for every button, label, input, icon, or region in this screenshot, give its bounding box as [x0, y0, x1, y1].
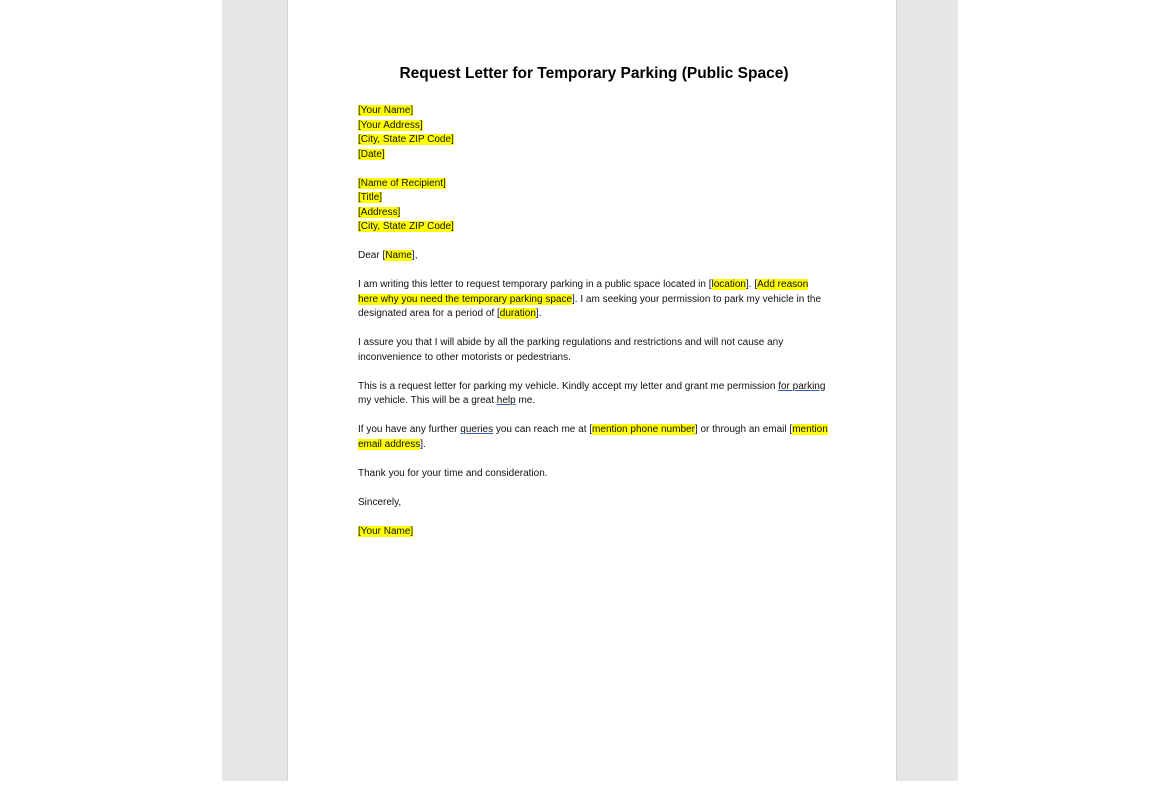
- salutation-name: Name: [385, 250, 412, 261]
- recipient-block: [358, 177, 830, 235]
- recipient-title: [Title]: [358, 192, 383, 203]
- recipient-name: [Name of Recipient]: [358, 177, 446, 189]
- grammar-flag-for-parking[interactable]: for parking: [778, 380, 826, 392]
- paragraph-request: I am writing this letter to request temporary parking in a public space located in [location]. [Add reason here why you need the temporary parking space]. I am seeking your permission to park my vehicle in the designated area for a period of [duration].: [358, 279, 822, 319]
- grammar-flag-help[interactable]: help: [496, 395, 516, 406]
- email-placeholder: mention email address: [358, 424, 828, 450]
- duration-placeholder: duration: [499, 308, 536, 319]
- paragraph-assurance: I assure you that I will abide by all the parking regulations and restrictions and will not cause any inconvenience to other motorists or pedestrians.: [358, 337, 784, 363]
- sender-address: [Your Address]: [358, 119, 423, 131]
- sender-city: [City, State ZIP Code]: [358, 134, 454, 145]
- signature-name: [Your Name]: [358, 525, 414, 537]
- recipient-city: [City, State ZIP Code]: [358, 221, 454, 232]
- document-page: [287, 0, 897, 781]
- reason-placeholder: Add reason here why you need the temporary parking space: [358, 279, 809, 305]
- page-title: Request Letter for Temporary Parking (Public Space): [399, 65, 789, 82]
- sender-date: [Date]: [358, 148, 385, 160]
- signature: [358, 525, 830, 540]
- sender-name: [Your Name]: [358, 105, 414, 116]
- grammar-flag-queries[interactable]: queries: [460, 424, 494, 435]
- phone-placeholder: mention phone number: [592, 424, 695, 435]
- thanks-line: Thank you for your time and consideration.: [358, 467, 548, 479]
- salutation: Dear [Name],: [358, 250, 418, 261]
- letter-content: [358, 64, 830, 539]
- recipient-address: [Address]: [358, 206, 401, 218]
- location-placeholder: location: [711, 279, 746, 290]
- sender-block: [358, 104, 830, 162]
- paragraph-permission: This is a request letter for parking my vehicle. Kindly accept my letter and grant me permission for parking my vehicle. This will be a great help me.: [358, 380, 826, 406]
- closing-line: Sincerely,: [358, 496, 402, 508]
- paragraph-contact: If you have any further queries you can reach me at [mention phone number] or through an email [mention email address].: [358, 424, 828, 450]
